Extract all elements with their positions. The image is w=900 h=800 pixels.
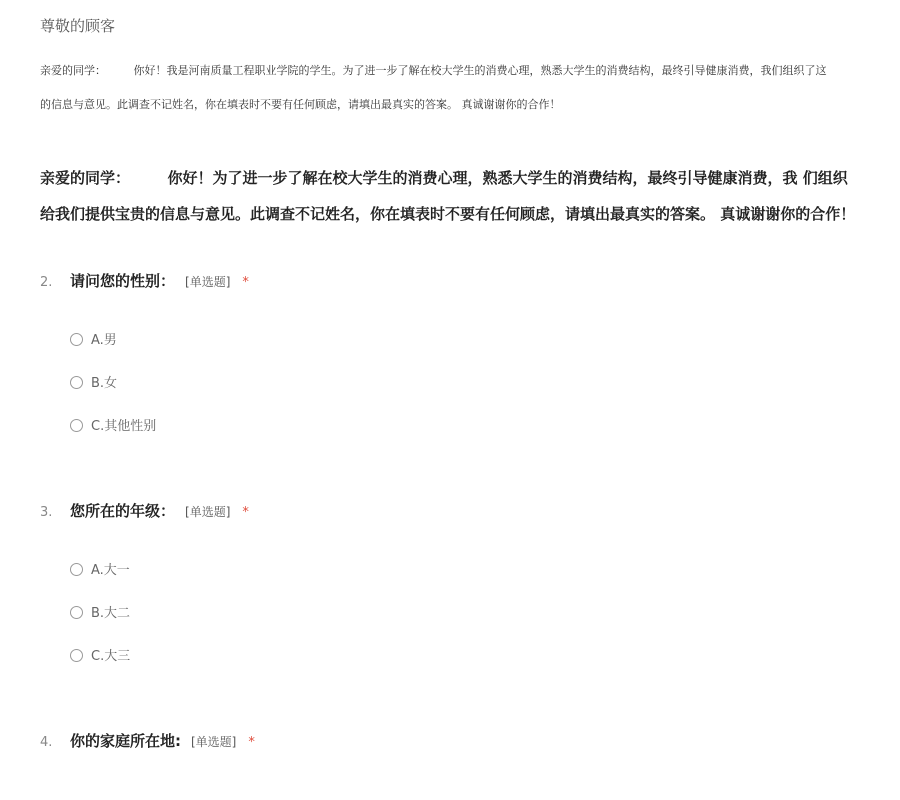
question-title: 请问您的性别： [70, 272, 176, 290]
radio-unchecked-icon[interactable] [70, 606, 83, 619]
option-male[interactable] [70, 327, 156, 370]
radio-unchecked-icon[interactable] [70, 649, 83, 662]
question-number: 4. [40, 735, 53, 750]
option-label[interactable]: A.男 [91, 333, 117, 348]
required-asterisk: * [248, 735, 255, 750]
intro-paragraph-small [40, 54, 900, 122]
question-gender [40, 269, 860, 434]
greeting-text: 尊敬的顾客 [40, 17, 116, 35]
option-label[interactable]: B.女 [91, 376, 118, 391]
options-list [70, 557, 130, 686]
intro-small-line-2: 的信息与意见。此调查不记姓名，你在填表时不要有任何顾虑，请填出最真实的答案。 真诚谢谢你的合作！ [40, 98, 561, 111]
option-junior[interactable] [70, 643, 130, 686]
question-title: 你的家庭所在地: [70, 732, 181, 750]
option-label[interactable]: A.大一 [91, 563, 130, 578]
question-type-label: [单选题] [191, 735, 237, 749]
question-number: 3. [40, 505, 53, 520]
intro-small-line-1: 亲爱的同学： 你好！我是河南质量工程职业学院的学生。为了进一步了解在校大学生的消费心理，熟悉大学生的消费结构，最终引导健康消费，我们组织了这 [40, 64, 827, 77]
question-hometown [40, 729, 860, 753]
question-header [40, 499, 860, 523]
radio-unchecked-icon[interactable] [70, 333, 83, 346]
radio-unchecked-icon[interactable] [70, 376, 83, 389]
required-asterisk: * [242, 275, 249, 290]
question-type-label: [单选题] [185, 505, 231, 519]
intro-bold-line-2: 给我们提供宝贵的信息与意见。此调查不记姓名，你在填表时不要有任何顾虑，请填出最真实的答案。 真诚谢谢你的合作！ [40, 205, 856, 223]
question-type-label: [单选题] [185, 275, 231, 289]
option-label[interactable]: C.大三 [91, 649, 131, 664]
intro-bold-line-1: 亲爱的同学： 你好！为了进一步了解在校大学生的消费心理，熟悉大学生的消费结构，最终引导健康消费，我 们组织 [40, 169, 848, 187]
question-title: 您所在的年级： [70, 502, 176, 520]
option-sophomore[interactable] [70, 600, 130, 643]
radio-unchecked-icon[interactable] [70, 563, 83, 576]
option-freshman[interactable] [70, 557, 130, 600]
question-header [40, 729, 860, 753]
question-number: 2. [40, 275, 53, 290]
option-other-gender[interactable] [70, 413, 156, 456]
options-list [70, 327, 156, 456]
required-asterisk: * [242, 505, 249, 520]
option-female[interactable] [70, 370, 156, 413]
question-header [40, 269, 860, 293]
option-label[interactable]: C.其他性别 [91, 419, 157, 434]
question-grade [40, 499, 860, 664]
intro-paragraph-bold [40, 160, 900, 232]
option-label[interactable]: B.大二 [91, 606, 131, 621]
radio-unchecked-icon[interactable] [70, 419, 83, 432]
